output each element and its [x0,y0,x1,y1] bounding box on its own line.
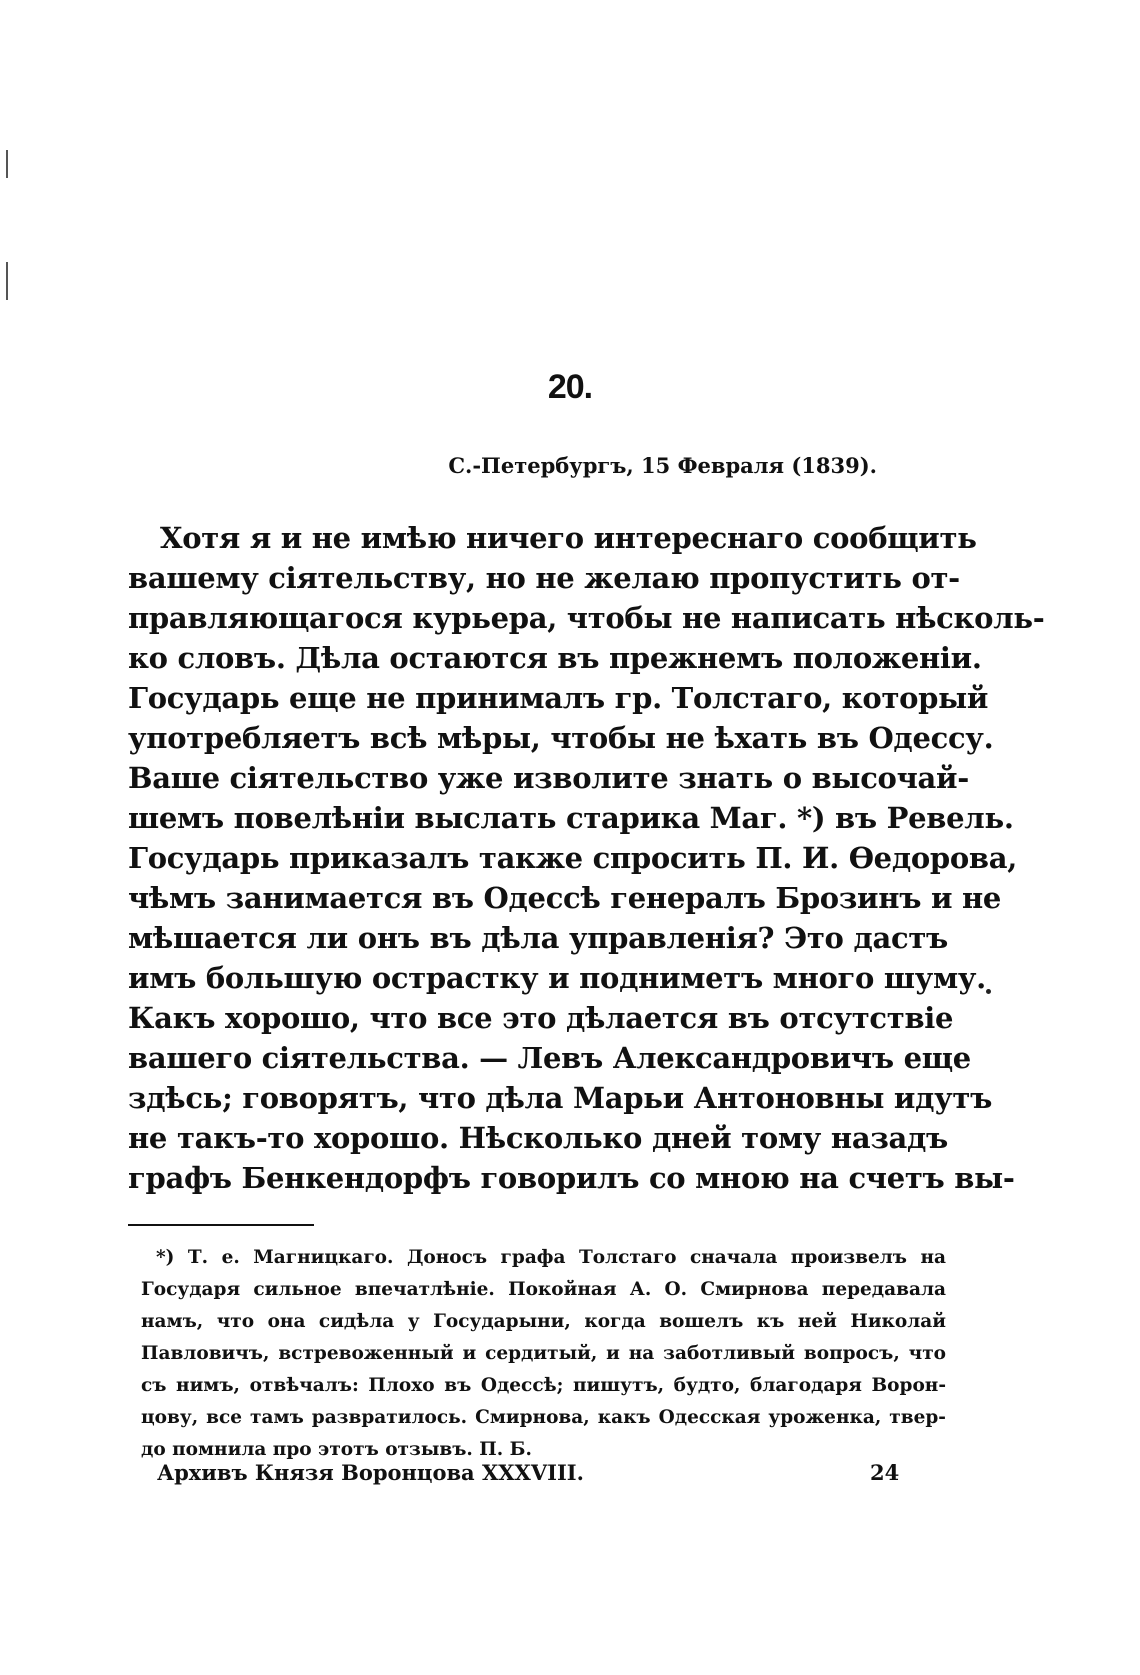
footnote-line: намъ, что она сидѣла у Государыни, когда вошелъ къ ней Николай [141,1311,946,1332]
body-line: графъ Бенкендорфъ говорилъ со мною на счетъ вы- [128,1161,1015,1195]
printer-signature-mark: 24 [870,1460,900,1485]
body-line: Какъ хорошо, что все это дѣлается въ отсутствіе [128,1001,954,1035]
footnote-line: Государя сильное впечатлѣніе. Покойная А. О. Смирнова передавала [141,1279,946,1300]
stray-ink-dot [986,989,991,994]
letter-dateline: С.-Петербургъ, 15 Февраля (1839). [448,453,877,478]
body-line: не такъ-то хорошо. Нѣсколько дней тому назадъ [128,1121,948,1155]
footnote-divider [128,1224,314,1226]
body-line: Ваше сіятельство уже изволите знать о высочай- [128,761,969,795]
footnote-line: до помнила про этотъ отзывъ. П. Б. [141,1439,532,1460]
scan-edge-mark [6,262,8,300]
letter-body [128,518,1045,1198]
body-line: правляющагося курьера, чтобы не написать нѣсколь- [128,601,1045,635]
body-line: употребляетъ всѣ мѣры, чтобы не ѣхать въ Одессу. [128,721,994,755]
footnote-line: Павловичъ, встревоженный и сердитый, и на заботливый вопросъ, что [141,1343,946,1364]
letter-number: 20. [547,368,593,406]
running-footer-title: Архивъ Князя Воронцова XXXVIII. [157,1460,584,1485]
body-line: Государь еще не принималъ гр. Толстаго, который [128,681,989,715]
footnote [141,1242,946,1466]
body-line: Государь приказалъ также спросить П. И. Ѳедорова, [128,841,1018,875]
footnote-line: съ нимъ, отвѣчалъ: Плохо въ Одессѣ; пишутъ, будто, благодаря Ворон- [141,1375,946,1396]
footnote-line: цову, все тамъ развратилось. Смирнова, какъ Одесская уроженка, твер- [141,1407,946,1428]
body-line: вашему сіятельству, но не желаю пропустить от- [128,561,960,595]
body-line: вашего сіятельства. — Левъ Александровичъ еще [128,1041,971,1075]
body-line: имъ большую острастку и подниметъ много шуму. [128,961,986,995]
body-line: ко словъ. Дѣла остаются въ прежнемъ положеніи. [128,641,982,675]
body-line: Хотя я и не имѣю ничего интереснаго сообщить [160,521,977,555]
body-line: чѣмъ занимается въ Одессѣ генералъ Брозинъ и не [128,881,1002,915]
footnote-line: *) Т. е. Магницкаго. Доносъ графа Толстаго сначала произвелъ на [156,1247,946,1268]
body-line: мѣшается ли онъ въ дѣла управленія? Это дастъ [128,921,948,955]
body-line: шемъ повелѣніи выслать старика Маг. *) въ Ревель. [128,801,1014,835]
body-line: здѣсь; говорятъ, что дѣла Марьи Антоновны идутъ [128,1081,993,1115]
scan-edge-mark [6,150,8,178]
